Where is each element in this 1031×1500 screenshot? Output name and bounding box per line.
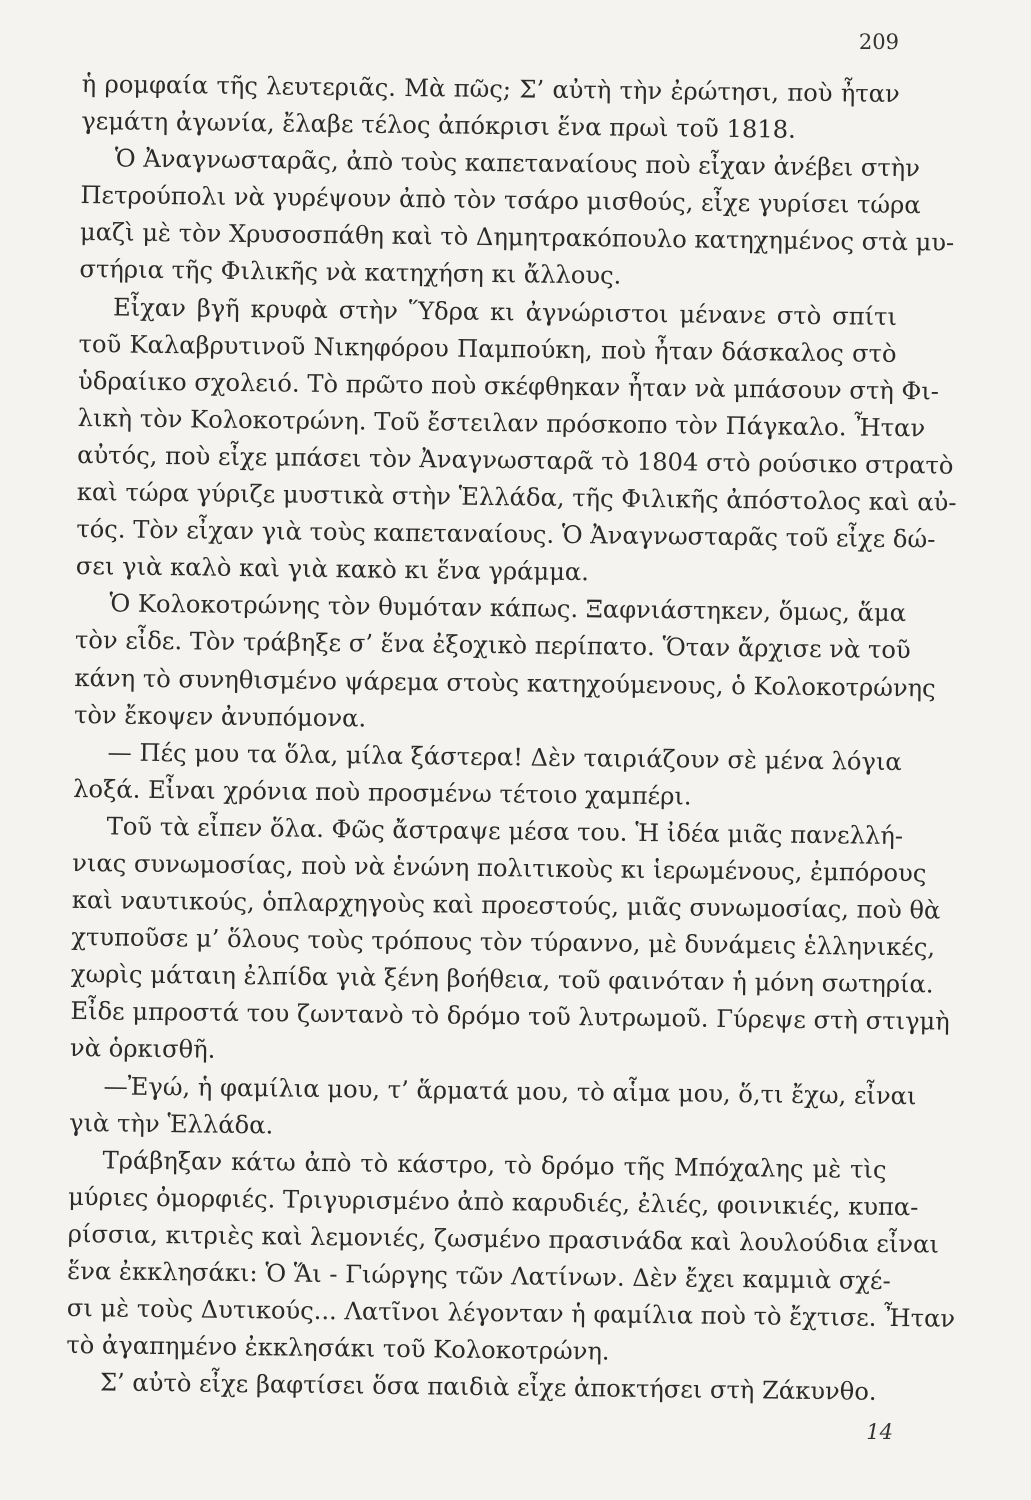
text-line: λικὴ τὸν Κολοκοτρώνη. Τοῦ ἔστειλαν πρόσκοπο τὸν Πάγκαλο. Ἦταν — [77, 403, 926, 443]
text-line: χτυποῦσε μ’ ὅλους τοὺς τρόπους τὸν τύραννο, μὲ δυνάμεις ἑλληνικές, — [71, 923, 936, 962]
text-line: ἡ ρομφαία τῆς λευτεριᾶς. Μὰ πῶς; Σ’ αὐτὴ τὴν ἐρώτησι, ποὺ ἦταν — [81, 69, 900, 108]
text-line: τὸ ἀγαπημένο ἐκκλησάκι τοῦ Κολοκοτρώνη. — [66, 1331, 610, 1366]
text-line: Τοῦ τὰ εἶπεν ὅλα. Φῶς ἄστραψε μέσα του. Ἡ ἰδέα μιᾶς πανελλή- — [106, 812, 904, 850]
text-line: Πετρούπολι νὰ γυρέψουν ἀπὸ τὸν τσάρο μισθούς, εἶχε γυρίσει τώρα — [80, 181, 921, 220]
text-line: μύριες ὀμορφιές. Τριγυρισμένο ἀπὸ καρυδιές, ἐλιές, φοινικιές, κυπα- — [68, 1182, 919, 1222]
text-line: καὶ ναυτικούς, ὁπλαρχηγοὺς καὶ προεστούς, μιᾶς συνωμοσίας, ποὺ θὰ — [71, 886, 941, 925]
text-line: Σ’ αὐτὸ εἶχε βαφτίσει ὅσα παιδιὰ εἶχε ἀποκτήσει στὴ Ζάκυνθο. — [99, 1368, 877, 1407]
text-line: —Ἐγώ, ἡ φαμίλια μου, τ’ ἅρματά μου, τὸ αἷμα μου, ὅ,τι ἔχω, εἶναι — [103, 1071, 917, 1110]
text-line: τοῦ Καλαβρυτινοῦ Νικηφόρου Παμπούκη, ποὺ ἦταν δάσκαλος στὸ — [78, 329, 897, 368]
text-line: τός. Τὸν εἶχαν γιὰ τοὺς καπεταναίους. Ὁ Ἀναγνωσταρᾶς τοῦ εἶχε δώ- — [76, 515, 936, 554]
text-line: σει γιὰ καλὸ καὶ γιὰ κακὸ κι ἕνα γράμμα. — [75, 552, 590, 587]
body-text — [66, 66, 957, 1411]
text-line: ὑδραίικο σχολειό. Τὸ πρῶτο ποὺ σκέφθηκαν ἦταν νὰ μπάσουν στὴ Φι- — [77, 366, 940, 406]
text-line: τὸν εἶδε. Τὸν τράβηξε σ’ ἕνα ἐξοχικὸ περίπατο. Ὅταν ἄρχισε νὰ τοῦ — [74, 626, 911, 665]
text-line: καὶ τώρα γύριζε μυστικὰ στὴν Ἑλλάδα, τῆς Φιλικῆς ἀπόστολος καὶ αὐ- — [76, 478, 957, 517]
signature-mark: 14 — [866, 1420, 893, 1444]
text-line: Εἶδε μπροστά του ζωντανὸ τὸ δρόμο τοῦ λυτρωμοῦ. Γύρεψε στὴ στιγμὴ — [70, 997, 950, 1037]
text-line: τὸν ἔκοψεν ἀνυπόμονα. — [73, 700, 367, 733]
text-line: ἕνα ἐκκλησάκι: Ὁ Ἅι - Γιώργης τῶν Λατίνων. Δὲν ἔχει καμμιὰ σχέ- — [67, 1256, 891, 1295]
text-line: αὐτός, ποὺ εἶχε μπάσει τὸν Ἀναγνωσταρᾶ τὸ 1804 στὸ ρούσικο στρατὸ — [77, 440, 954, 480]
text-line: κάνη τὸ συνηθισμένο ψάρεμα στοὺς κατηχούμενους, ὁ Κολοκοτρώνης — [74, 663, 936, 702]
text-line: Τράβηξαν κάτω ἀπὸ τὸ κάστρο, τὸ δρόμο τῆς Μπόχαλης μὲ τὶς — [102, 1146, 887, 1184]
text-line: γιὰ τὴν Ἑλλάδα. — [68, 1108, 274, 1140]
text-line: χωρὶς μάταιη ἐλπίδα γιὰ ξένη βοήθεια, τοῦ φαινόταν ἡ μόνη σωτηρία. — [70, 960, 934, 999]
text-line: Εἶχαν βγῆ κρυφὰ στὴν Ὕδρα κι ἀγνώριστοι μένανε στὸ σπίτι — [112, 292, 898, 331]
page-number: 209 — [858, 30, 899, 54]
text-line: ρίσσια, κιτριὲς καὶ λεμονιές, ζωσμένο πρασινάδα καὶ λουλούδια εἶναι — [67, 1219, 940, 1259]
text-line: σι μὲ τοὺς Δυτικούς... Λατῖνοι λέγονταν ἡ φαμίλια ποὺ τὸ ἔχτισε. Ἦταν — [66, 1294, 956, 1333]
text-line: λοξά. Εἶναι χρόνια ποὺ προσμένω τέτοιο χαμπέρι. — [72, 774, 692, 811]
text-line: νὰ ὁρκισθῆ. — [69, 1034, 216, 1065]
text-line: — Πές μου τα ὅλα, μίλα ξάστερα! Δὲν ταιριάζουν σὲ μένα λόγια — [107, 738, 902, 776]
text-line: μαζὶ μὲ τὸν Χρυσοσπάθη καὶ τὸ Δημητρακόπουλο κατηχημένος στὰ μυ- — [79, 218, 955, 258]
text-line: νιας συνωμοσίας, ποὺ νὰ ἑνώνη πολιτικοὺς κι ἱερωμένους, ἐμπόρους — [72, 848, 927, 888]
text-line: Ὁ Ἀναγνωσταρᾶς, ἀπὸ τοὺς καπεταναίους ποὺ εἶχαν ἀνέβει στὴν — [114, 144, 921, 183]
text-line: Ὁ Κολοκοτρώνης τὸν θυμόταν κάπως. Ξαφνιάστηκεν, ὅμως, ἅμα — [109, 589, 907, 628]
text-line: γεμάτη ἀγωνία, ἔλαβε τέλος ἀπόκρισι ἕνα πρωὶ τοῦ 1818. — [81, 107, 796, 144]
text-line: στήρια τῆς Φιλικῆς νὰ κατηχήση κι ἄλλους. — [79, 255, 622, 291]
